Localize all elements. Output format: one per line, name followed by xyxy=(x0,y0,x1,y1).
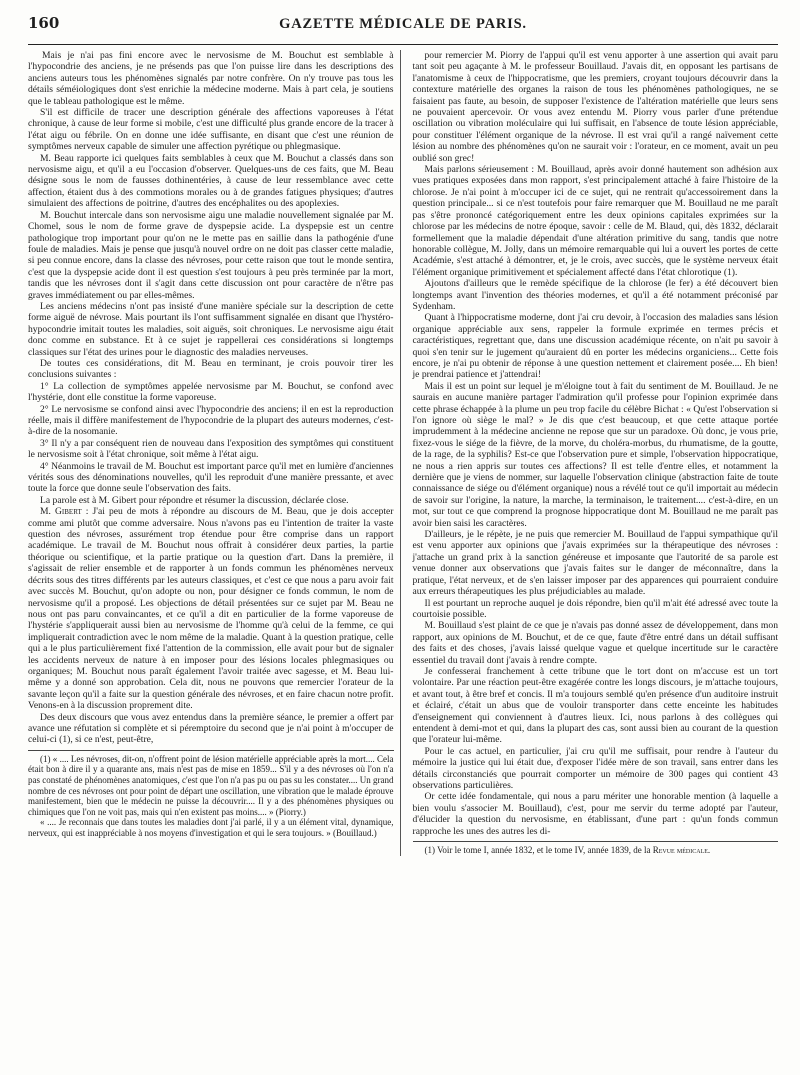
speech-paragraph xyxy=(28,506,394,711)
paragraph: Il est pourtant un reproche auquel je dois répondre, bien qu'il m'ait été adressé avec toute la courtoisie possible. xyxy=(412,597,778,620)
paragraph: M. Bouillaud s'est plaint de ce que je n'avais pas donné assez de développement, dans mon rapport, aux opinions de M. Bouchut, et de ce que, faute d'être entré dans un détail suffisant des faits et des choses, j'avais laissé quelque vague et quelque incertitude sur le caractère essentiel du travail dont j'avais à rendre compte. xyxy=(412,620,778,666)
footnote-divider xyxy=(28,750,394,751)
journal-title: GAZETTE MÉDICALE DE PARIS. xyxy=(279,16,527,32)
footnote xyxy=(413,845,779,856)
paragraph: Des deux discours que vous avez entendus dans la première séance, le premier a offert par avance une réfutation si complète et si péremptoire du second que je n'ai point à m'occuper de celui-ci (1), si ce n'est, peut-être, xyxy=(28,711,394,746)
paragraph: Mais je n'ai pas fini encore avec le nervosisme de M. Bouchut est semblable à l'hypocondrie des anciens, je ne présends pas que l'on puisse lire dans les descriptions des anciens auteurs tous les phénomènes signalés par notre confrère. On n'y trouve pas tous les détails séméiologiques dont s'est enrichie la médecine moderne. Mais à part cela, je soutiens que le tableau pathologique est le même. xyxy=(28,50,394,107)
paragraph: Quant à l'hippocratisme moderne, dont j'ai cru devoir, à l'occasion des maladies sans lésion organique appréciable aux sens, rappeler la formule exprimée en termes précis et caractéristiques, regrettant que, dans une discussion académique récente, on n'ait pu savoir à quoi s'en tenir sur le jugement qu'auraient dû en porter les médecins organiciens... Cette fois encore, je n'ai pu obtenir de réponse à une question nettement et clairement posée.... Eh bien! je prendrai patience et j'attendrai! xyxy=(412,312,778,381)
footnote-text: (1) Voir le tome I, année 1832, et le tome IV, année 1839, de la xyxy=(424,845,651,856)
conclusion-item: 4° Néanmoins le travail de M. Bouchut est important parce qu'il met en lumière d'anciennes vérités sous des dénominations nouvelles, qu'il les reproduit d'une manière pressante, et avec toute la force que donne seule l'observation des faits. xyxy=(28,460,394,495)
paragraph: S'il est difficile de tracer une description générale des affections vaporeuses à l'état chronique, à cause de leur forme si mobile, c'est une difficulté plus grande encore de la tracer à l'état aigu ou fébrile. On en donne une idée suffisante, en disant que c'est une réunion de symptômes nerveux capable de simuler une affection pyrétique ou phlegmasique. xyxy=(28,107,394,153)
paragraph: De toutes ces considérations, dit M. Beau en terminant, je crois pouvoir tirer les conclusions suivantes : xyxy=(28,357,394,381)
paragraph: D'ailleurs, je le répète, je ne puis que remercier M. Bouillaud de l'appui sympathique qu'il est venu apporter aux opinions que j'avais exprimées sur la thérapeutique des névroses : j'attache un grand prix à la sanction généreuse et imposante que l'autorité de sa parole est venue donner aux observations que j'avais faites sur le danger de méconnaître, dans la pratique, l'état nerveux, et de s'en laisser imposer par des apparences qui pourraient conduire aux erreurs thérapeutiques les plus préjudiciables au malade. xyxy=(412,529,778,598)
right-column xyxy=(413,50,779,856)
paragraph: Les anciens médecins n'ont pas insisté d'une manière spéciale sur la description de cette forme aiguë de névrose. Mais pourtant ils l'ont suffisamment signalée en disant que l'hystéro-hypocondrie imitait toutes les maladies, soit aiguës, soit chroniques. Le nervosisme aigu était donc comme en substance. Et à ce sujet je rappellerai ces considérations si longtemps classiques sur l'état des urines pour le diagnostic des maladies nerveuses. xyxy=(28,300,394,358)
speaker-name: M. Gibert : xyxy=(40,506,89,518)
footnote: « .... Je reconnais que dans toutes les maladies dont j'ai parlé, il y a un élément vital, dynamique, nerveux, qui est inappréciable à nos moyens d'investigation et qui le sera toujours. » (Bouillaud.) xyxy=(28,817,394,838)
page-header xyxy=(28,0,778,45)
footnote-source: Revue médicale. xyxy=(652,845,711,856)
paragraph: pour remercier M. Piorry de l'appui qu'il est venu apporter à une assertion qui avait paru tant soit peu agaçante à M. le professeur Bouillaud. J'avais dit, en opposant les partisans de l'anatomisme à ceux de l'hippocratisme, que les premiers, croyant toujours découvrir dans la contexture matérielle des organes la raison de tous les phénomènes pathologiques, ne se faisaient pas faute, au besoin, de supposer l'existence de l'altération matérielle que leurs sens ne pouvaient apercevoir. Or vous avez entendu M. Piorry vous parler d'une prétendue oscillation ou vibration moléculaire qui lui suffisait, en l'absence de toute lésion appréciable, pour constituer l'élément organique de la névrose. Il est vrai qu'il a rangé naïvement cette lésion au nombre des phénomènes qu'on ne saurait voir : l'orateur, en ce moment, avait un peu oublié son grec! xyxy=(412,50,778,164)
page-number: 160 xyxy=(28,14,60,32)
paragraph: Pour le cas actuel, en particulier, j'ai cru qu'il me suffisait, pour rendre à l'auteur du mémoire la justice qui lui était due, d'exposer l'idée mère de son travail, sans entrer dans les détails circonstanciés que pourrait comporter un mémoire de 300 pages qui contient 43 observations particulières. xyxy=(412,745,778,791)
speech-text: J'ai peu de mots à répondre au discours de M. Beau, que je dois accepter comme ami plutôt que comme adversaire. Nous n'avons pas eu l'intention de traiter la vaste question des névroses, assurément trop étendue pour être comprise dans un rapport académique. Le travail de M. Bouchut nous offrait à considérer deux parties, la partie théorique ou scientifique, et la partie pratique ou la question d'art. Dans la première, il s'agissait de relier ensemble et de rapporter à un fonds commun les phénomènes nerveux décrits sous des titres différents par les auteurs classiques, et c'est ce que nous a paru avoir fait avec succès M. Bouchut, qu'on adopte ou non, pour désigner ce fonds commun, le nom de nervosisme qu'il a proposé. Les objections de détail présentées sur ce sujet par M. Beau ne nous ont pas paru convaincantes, et ce qu'il a dit en particulier de la forme vaporeuse de l'hystérie s'appliquerait aussi bien au nervosisme de l'homme qu'à celui de la femme, ce qui impliquerait contradiction avec le nom même de la maladie. Quant à la question pratique, celle qui a le plus particulièrement fixé l'attention de la commission, elle avait pour but de signaler les accidents nerveux de nature à en imposer pour des lésions locales phlegmasiques ou organiques; M. Bouchut nous paraît également l'avoir traitée avec sagesse, et M. Beau lui-même y a donné son approbation. Cela dit, nous ne pouvons que remercier l'orateur de la savante leçon qu'il a faite sur la question générale des névroses, et en faire chacun notre profit. Venons-en à la discussion proprement dite. xyxy=(28,506,394,712)
paragraph: Je confesserai franchement à cette tribune que le tort dont on m'accuse est un tort volontaire. Par une réaction peut-être exagérée contre les longs discours, je m'attache toujours, et avant tout, à être bref et concis. Il m'a toujours semblé qu'en présence d'un auditoire instruit et éclairé, c'était un abus que de vouloir transporter dans cette enceinte les habitudes d'enseignement qui conviennent à d'autres lieux. Ici, nous parlons à des collègues qui entendent à demi-mot et qui, dans la plupart des cas, sont aussi bien au courant de la question que l'orateur lui-même. xyxy=(412,665,778,746)
paragraph: M. Beau rapporte ici quelques faits semblables à ceux que M. Bouchut a classés dans son nervosisme aigu, et qu'il a eu l'occasion d'observer. Quelques-uns de ces faits, que M. Beau désigne sous le nom de fausses dothinentéries, à cause de leur ressemblance avec cette affection, étaient dus à des commotions morales ou à de grandes fatigues physiques; d'autres simulaient des affections de poitrine, d'autres des encéphalites ou des apoplexies. xyxy=(28,152,394,210)
paragraph: Ajoutons d'ailleurs que le remède spécifique de la chlorose (le fer) a été découvert bien longtemps avant l'invention des théories modernes, et qu'il a été notamment préconisé par Sydenham. xyxy=(412,278,778,312)
paragraph: Mais il est un point sur lequel je m'éloigne tout à fait du sentiment de M. Bouillaud. Je ne saurais en aucune manière partager l'admiration qu'il professe pour l'opinion exprimée dans cette phrase échappée à la plume un peu trop facile du célèbre Bichat : « Qu'est l'observation si l'on ignore où siège le mal? » Je dis que c'est beaucoup, et que cette attaque portée imprudemment à la médecine ancienne ne repose que sur un paradoxe. Où donc, je vous prie, fixez-vous le siége de la fièvre, de la morve, du choléra-morbus, du rhumatisme, de la goutte, de la rage, de la syphilis? Est-ce que l'observation pure et simple, l'observation hippocratique, ne nous a rien appris sur toutes ces affections? Il est telle d'entre elles, et notamment la dernière que je viens de nommer, sur laquelle l'observation clinique (abstraction faite de toute connaissance de siége ou d'élément organique) nous a révélé tout ce qu'il importait au médecin de savoir sur l'origine, la nature, la marche, la terminaison, le traitement.... c'est-à-dire, en un mot, sur tout ce que comprend la prognose hippocratique dont M. Bouillaud ne me paraît pas avoir bien saisi les caractères. xyxy=(412,380,778,529)
text-columns xyxy=(28,50,778,856)
paragraph: M. Bouchut intercale dans son nervosisme aigu une maladie nouvellement signalée par M. Chomel, sous le nom de forme grave de dyspepsie acide. La dyspepsie est un centre pathologique trop important pour qu'on ne le mette pas en saillie dans la pathogénie d'une foule de maladies. Mais je pense que jusqu'à nouvel ordre on ne doit pas classer cette maladie, si peu connue encore, dans la classe des névroses, pour cette raison que tout le monde sentira, c'est que la dyspepsie acide dont il est question s'est toujours à peu près terminée par la mort, tandis que les névroses dont il s'agit dans cette discussion ont pour caractère de n'être pas graves immédiatement ou par elles-mêmes. xyxy=(28,209,394,301)
paragraph: Or cette idée fondamentale, qui nous a paru mériter une honorable mention (à laquelle a bien voulu s'associer M. Bouillaud), c'est, pour me servir du terme adopté par l'auteur, d'élucider la question du nervosisme, en établissant, d'une part : qu'un fonds commun rapproche les unes des autres les di- xyxy=(412,791,778,837)
footnote-divider xyxy=(413,841,779,842)
conclusion-item: 3° Il n'y a par conséquent rien de nouveau dans l'exposition des symptômes qui constituent le nervosisme soit à l'état chronique, soit même à l'état aigu. xyxy=(28,437,394,461)
paragraph: La parole est à M. Gibert pour répondre et résumer la discussion, déclarée close. xyxy=(40,494,349,506)
conclusion-item: 1° La collection de symptômes appelée nervosisme par M. Bouchut, se confond avec l'hystérie, dont elle constitue la forme vaporeuse. xyxy=(28,380,394,404)
conclusion-item: 2° Le nervosisme se confond ainsi avec l'hypocondrie des anciens; il en est la reproduction réelle, mais il diffère manifestement de l'hypocondrie de la plupart des auteurs modernes, c'est-à-dire de la nosomanie. xyxy=(28,403,394,438)
footnote: (1) « .... Les névroses, dit-on, n'offrent point de lésion matérielle appréciable après la mort.... Cela était bon à dire il y a quarante ans, mais n'est pas de mise en 1859... S'il y a des névroses où l'on n'a pas constaté de phénomènes anatomiques, c'est que l'on n'a pas pu ou pas su les constater.... Un grand nombre de ces névroses ont pour point de départ une oscillation, une vibration que le malade éprouve manifestement, bien que le médecin ne puisse la découvrir.... Il y a des phénomènes physiques ou chimiques que l'on ne voit pas, mais qui n'en existent pas moins.... » (Piorry.) xyxy=(28,753,394,817)
left-column xyxy=(28,50,401,856)
paragraph: Mais parlons sérieusement : M. Bouillaud, après avoir donné hautement son adhésion aux vues pratiques exposées dans mon rapport, s'est principalement attaché à faire l'histoire de la chlorose. Je n'ai point à m'occuper ici de ce sujet, qui ne rentrait qu'accessoirement dans la question principale... si ce n'est toutefois pour faire remarquer que M. Bouillaud ne me paraît pas s'être prononcé catégoriquement entre les deux opinions capitales exprimées sur la chlorose par les médecins de notre époque, savoir : celle de M. Blaud, qui, dès 1832, déclarait formellement que la maladie dépendait d'une altération primitive du sang, tandis que notre honorable collègue, M. Jolly, dans un mémoire remarquable qui lui a ouvert les portes de cette Académie, s'est attaché à démontrer, et, je le crois, avec succès, que le système nerveux était l'élément organique primitivement et spécialement affecté dans l'état chlorotique (1). xyxy=(412,164,778,278)
